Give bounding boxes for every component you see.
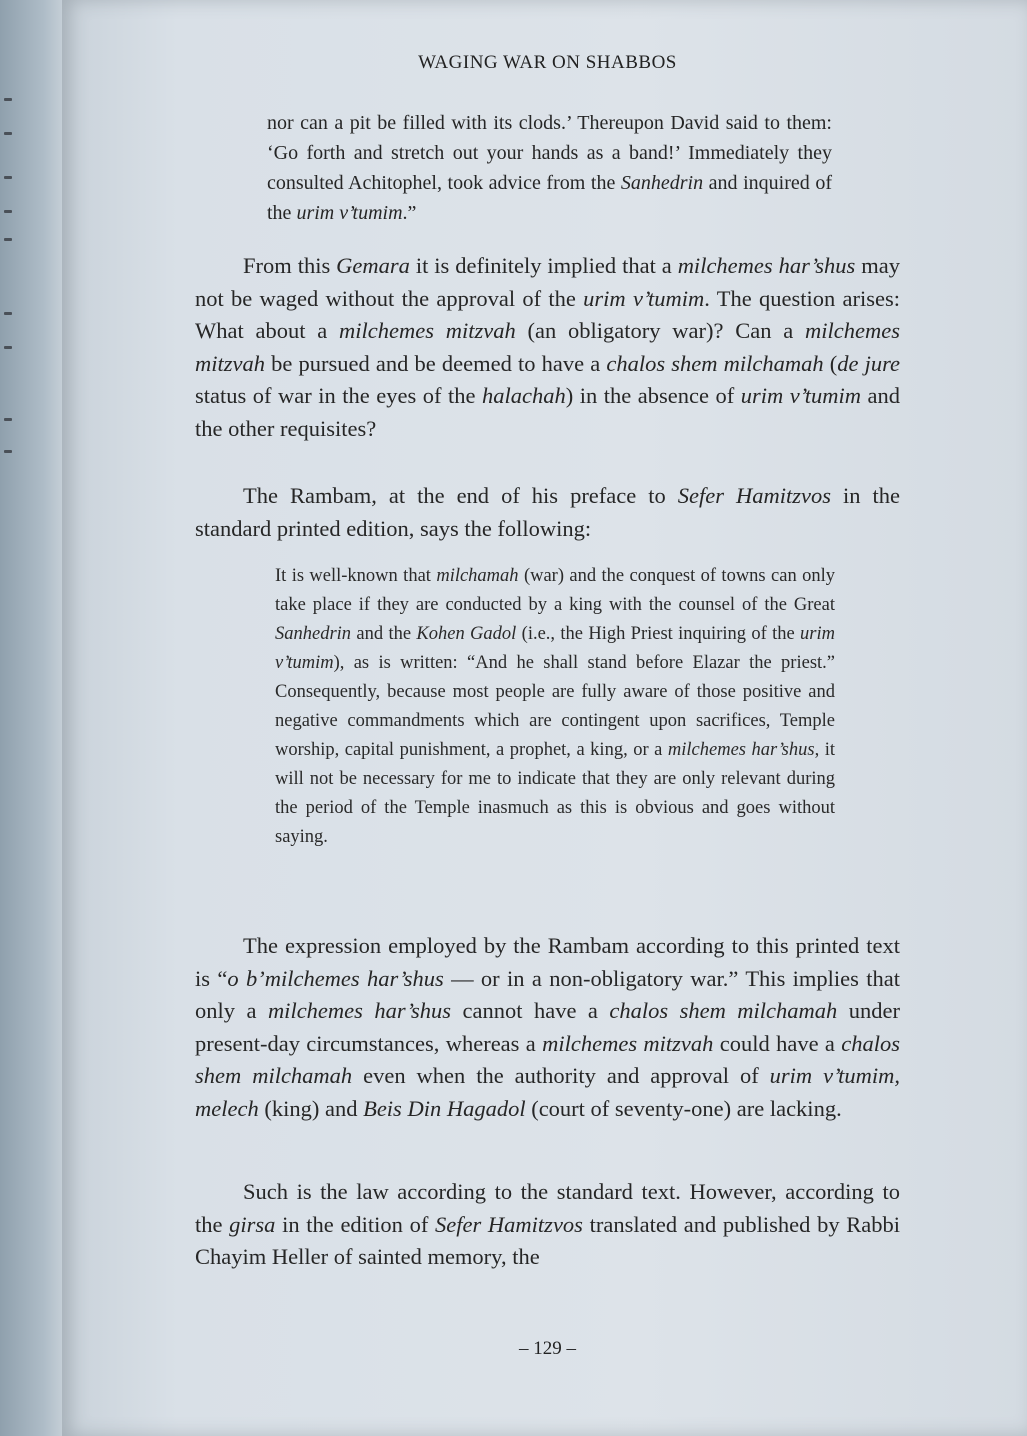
extract-text: , it will not be necessary for me to indicate that they are only relevant during the period of the Temple inasmuch as this is obvious and goes without saying. [275,740,835,847]
para-text: ( [823,350,838,376]
page-text-area [195,0,900,1436]
extract-text: ), as is written: “And he shall stand before Elazar the priest.” Consequently, because most people are fully aware of those positive and negative commandments which are contingent upon sacrifices, Temple worship, capital punishment, a prophet, a king, or a [275,653,835,760]
spine-mark [4,210,12,213]
extract-text: (i.e., the High Priest inquiring of the [516,624,801,644]
para-term: chalos shem milchamah [606,350,824,376]
spine-mark [4,312,12,315]
quote-text: and inquired of the [267,172,833,224]
para-text: ) in the absence of [565,383,741,408]
para-text: (court of seventy-one) are lacking. [525,1095,842,1121]
para-term: urim v’tumim [740,383,861,408]
para-term: Sefer Hamitzvos [677,483,831,508]
para-text: could have a [713,1030,842,1056]
quote-text: nor can a pit be filled with its clods.’ Thereupon David said to them: ‘Go forth and stretch out your hands as a band!’ Immediately they consulted Achitophel, took advice from the [267,112,832,194]
quote-term: urim v’tumim [296,202,403,224]
running-head: WAGING WAR ON SHABBOS [418,52,677,73]
para-text: and the other requisites? [195,383,900,441]
para-term: urim v’tumim [583,285,705,311]
extract-text: and the [351,624,417,644]
spine-mark [4,98,12,101]
extract-term: Kohen Gadol [416,624,517,644]
para-text: be pursued and be deemed to have a [265,350,607,376]
extract-text: It is well-known that [275,566,437,586]
para-text: it is definitely implied that a [409,253,678,278]
para-term: Gemara [336,253,410,278]
book-page [62,0,1027,1436]
book-spine-edge [0,0,62,1436]
extract-term: milchamah [436,566,519,586]
quote-continuation [267,108,832,228]
para-text: Such is the law according to the standard text. However, according to the [195,1179,900,1237]
para-text: The expression employed by the Rambam according to this printed text is “ [195,933,900,991]
para-text: translated and published by Rabbi Chayim Heller of sainted memory, the [195,1211,900,1269]
para-term: milchemes mitzvah [339,318,516,343]
para-term: girsa [229,1211,276,1237]
extract-term: Sanhedrin [275,624,352,644]
para-term: halachah [482,383,566,408]
paragraph-expression [195,930,900,1125]
spine-mark [4,346,12,349]
para-term: chalos shem milchamah [609,998,838,1023]
para-term: Sefer Hamitzvos [435,1211,583,1237]
para-text: cannot have a [451,998,610,1023]
extract-term: urim v’tumim [275,624,835,673]
para-text: in the edition of [275,1211,436,1237]
para-text: even when the authority and approval of [352,1063,770,1088]
para-term: o b’milchemes har’shus [227,965,444,991]
para-text: — or in a non-obligatory war.” This implies that only a [195,965,901,1023]
para-text: in the standard printed edition, says the following: [195,483,900,541]
para-term: milchemes mitzvah [195,318,900,376]
para-term: milchemes mitzvah [542,1030,714,1056]
spine-mark [4,238,12,241]
extract-term: milchemes har’shus [667,740,815,760]
para-text: The Rambam, at the end of his preface to [243,483,678,508]
para-text: under present-day circumstances, whereas a [195,998,901,1056]
quote-text: .” [402,202,417,224]
paragraph-standard-text [195,1176,900,1274]
extract-text: (war) and the conquest of towns can only take place if they are conducted by a king with the counsel of the Great [275,566,835,615]
para-text: status of war in the eyes of the [195,383,482,408]
block-quotation [275,562,835,852]
para-term: Beis Din Hagadol [363,1095,526,1121]
page-number: – 129 – [519,1338,576,1359]
para-term: milchemes har’shus [267,998,452,1023]
para-text: (an obligatory war)? Can a [515,318,806,343]
para-term: de jure [837,350,900,376]
para-text: (king) and [258,1095,364,1121]
quote-term: Sanhedrin [620,172,704,194]
para-text: From this [243,253,337,278]
spine-mark [4,176,12,179]
paragraph-gemara [195,250,900,445]
spine-mark [4,418,12,421]
spine-mark [4,450,12,453]
para-term: urim v’tumim, melech [195,1063,900,1121]
para-term: chalos shem milchamah [195,1030,901,1088]
para-text: . The question arises: What about a [195,285,900,343]
spine-mark [4,132,12,135]
para-text: may not be waged without the approval of the [195,253,900,311]
paragraph-rambam-intro [195,480,900,545]
para-term: milchemes har’shus [677,253,856,278]
